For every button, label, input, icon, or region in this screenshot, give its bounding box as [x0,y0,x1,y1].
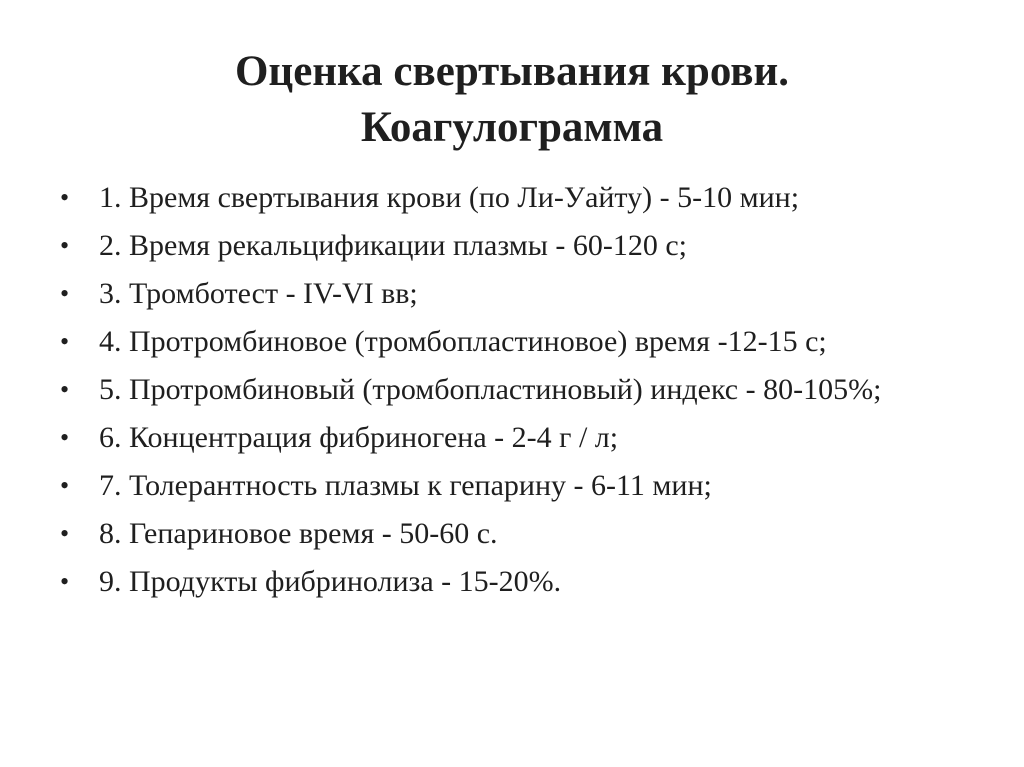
list-item [60,373,960,407]
list-item-text: 3. Тромботест - IV-VI вв; [99,277,418,310]
bullet-icon: • [60,471,70,500]
list-item [60,517,960,551]
bullet-icon: • [60,327,70,356]
bullet-icon: • [60,519,70,548]
slide-title-line-1: Оценка свертывания крови. [234,48,790,95]
list-item [60,325,960,359]
slide-title-line-2: Коагулограмма [360,104,664,151]
bullet-icon: • [60,423,70,452]
bullet-icon: • [60,567,70,596]
list-item-text: 4. Протромбиновое (тромбопластиновое) время -12-15 с; [99,325,827,358]
bullet-icon: • [60,375,70,404]
list-item-text: 1. Время свертывания крови (по Ли-Уайту) - 5-10 мин; [99,181,800,214]
list-item [60,469,960,503]
list-item-text: 2. Время рекальцификации плазмы - 60-120 с; [99,229,688,262]
slide-title [0,44,1024,156]
bullet-icon: • [60,279,70,308]
list-item-text: 8. Гепариновое время - 50-60 с. [99,517,498,550]
list-item-text: 7. Толерантность плазмы к гепарину - 6-11 мин; [99,469,712,502]
list-item [60,229,960,263]
list-item [60,421,960,455]
list-item-text: 5. Протромбиновый (тромбопластиновый) индекс - 80-105%; [99,373,882,406]
list-item [60,277,960,311]
list-item [60,565,960,599]
bullet-icon: • [60,183,70,212]
bullet-list [60,181,960,613]
list-item-text: 9. Продукты фибринолиза - 15-20%. [99,565,562,598]
list-item-text: 6. Концентрация фибриногена - 2-4 г / л; [99,421,619,454]
bullet-icon: • [60,231,70,260]
list-item [60,181,960,215]
